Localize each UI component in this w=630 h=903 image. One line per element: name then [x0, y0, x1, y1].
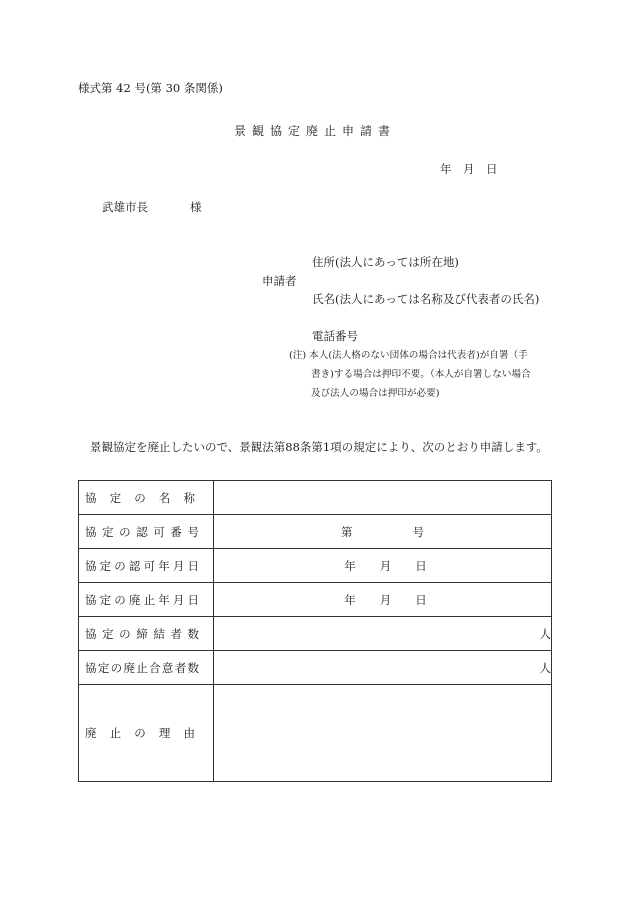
- month-unit: 月: [379, 592, 392, 607]
- label-char: 年: [158, 592, 170, 607]
- table-row: [79, 617, 552, 651]
- label-char: 年: [158, 558, 170, 573]
- note-line-2: 書き)する場合は押印不要。（本人が自署しない場合: [311, 369, 531, 380]
- label-text: [85, 626, 199, 642]
- form-number: 様式第 42 号(第 30 条関係): [78, 81, 223, 95]
- label-char: 認: [128, 558, 141, 573]
- number-suffix: 号: [412, 524, 424, 539]
- label-char: 名: [158, 490, 171, 505]
- year-unit: 年: [344, 558, 356, 573]
- label-char: 止: [109, 726, 122, 740]
- name-label: 氏名(法人にあっては名称及び代表者の氏名): [312, 292, 540, 306]
- label-char: 合: [149, 660, 161, 675]
- label-char: 定: [102, 524, 114, 539]
- row-label-approval-number: [79, 515, 214, 549]
- label-char: の: [134, 726, 146, 740]
- label-char: 意: [161, 660, 174, 675]
- person-unit: 人: [539, 660, 551, 675]
- consent-count-field[interactable]: [214, 651, 552, 685]
- label-char: 止: [143, 592, 156, 607]
- seal-note: [289, 346, 559, 403]
- label-char: の: [114, 592, 126, 607]
- addressee: [102, 199, 202, 215]
- row-label-agreement-name: [79, 481, 214, 515]
- label-text: [85, 725, 195, 741]
- label-char: 由: [183, 726, 195, 740]
- label-char: 協: [85, 490, 97, 505]
- abolition-reason-field[interactable]: [214, 685, 552, 782]
- month-unit: 月: [379, 558, 392, 573]
- label-text: [85, 592, 199, 608]
- table-row: [79, 549, 552, 583]
- applicant-label: 申請者: [262, 274, 297, 288]
- row-label-approval-date: [79, 549, 214, 583]
- label-char: の: [114, 558, 126, 573]
- label-text: [85, 524, 199, 540]
- label-char: 廃: [85, 726, 97, 740]
- phone-label: 電話番号: [312, 329, 358, 343]
- label-char: 者: [170, 626, 182, 641]
- label-char: 締: [136, 626, 148, 641]
- addressee-name: 武雄市長: [102, 200, 148, 214]
- approval-number-field[interactable]: [214, 515, 552, 549]
- label-char: 月: [172, 558, 185, 573]
- label-char: 数: [187, 626, 199, 641]
- label-char: 日: [187, 592, 199, 607]
- day-unit: 日: [415, 558, 427, 573]
- label-char: 日: [187, 558, 199, 573]
- label-char: 廃: [123, 660, 135, 675]
- table-row: [79, 651, 552, 685]
- row-label-signatory-count: [79, 617, 214, 651]
- label-char: 協: [85, 592, 97, 607]
- table-row: [79, 515, 552, 549]
- label-char: 廃: [128, 592, 141, 607]
- label-char: 者: [174, 660, 187, 675]
- label-char: 止: [136, 660, 148, 675]
- table-row: [79, 583, 552, 617]
- row-label-consent-count: [79, 651, 214, 685]
- person-unit: 人: [539, 626, 551, 641]
- label-char: 称: [183, 490, 195, 505]
- year-unit: 年: [344, 592, 356, 607]
- label-char: 結: [153, 626, 165, 641]
- row-label-abolition-reason: [79, 685, 214, 782]
- label-char: の: [119, 524, 131, 539]
- label-text: [85, 660, 199, 676]
- label-char: 協: [85, 558, 97, 573]
- day-unit: 日: [415, 592, 427, 607]
- document-title: 景観協定廃止申請書: [233, 124, 396, 138]
- table-row: [79, 685, 552, 782]
- label-char: 定: [102, 626, 114, 641]
- detail-table: [78, 480, 552, 782]
- signatory-count-field[interactable]: [214, 617, 552, 651]
- label-char: 月: [172, 592, 185, 607]
- label-char: の: [110, 660, 123, 675]
- body-text: 景観協定を廃止したいので、景観法第88条第1項の規定により、次のとおり申請します。: [90, 440, 548, 454]
- label-char: 協: [85, 626, 97, 641]
- note-line-3: 及び法人の場合は押印が必要): [311, 388, 440, 399]
- label-char: 理: [158, 726, 171, 740]
- label-char: の: [134, 490, 146, 505]
- number-prefix: 第: [341, 524, 353, 539]
- label-char: 協: [85, 524, 97, 539]
- label-char: 定: [109, 490, 122, 505]
- label-char: 番: [170, 524, 182, 539]
- label-text: [85, 490, 195, 506]
- label-char: 定: [97, 660, 110, 675]
- label-char: の: [119, 626, 131, 641]
- label-text: [85, 558, 199, 574]
- label-char: 可: [143, 558, 156, 573]
- date-line: 年 月 日: [440, 162, 498, 176]
- row-label-abolition-date: [79, 583, 214, 617]
- addressee-honorific: 様: [190, 200, 202, 214]
- label-char: 号: [187, 524, 199, 539]
- label-char: 可: [153, 524, 165, 539]
- note-line-1: (注) 本人(法人格のない団体の場合は代表者)が自署（手: [289, 350, 528, 361]
- abolition-date-field[interactable]: [214, 583, 552, 617]
- table-row: [79, 481, 552, 515]
- label-char: 定: [99, 592, 112, 607]
- label-char: 協: [85, 660, 97, 675]
- agreement-name-field[interactable]: [214, 481, 552, 515]
- address-label: 住所(法人にあっては所在地): [312, 255, 459, 269]
- label-char: 数: [187, 660, 199, 675]
- label-char: 認: [136, 524, 148, 539]
- label-char: 定: [99, 558, 112, 573]
- approval-date-field[interactable]: [214, 549, 552, 583]
